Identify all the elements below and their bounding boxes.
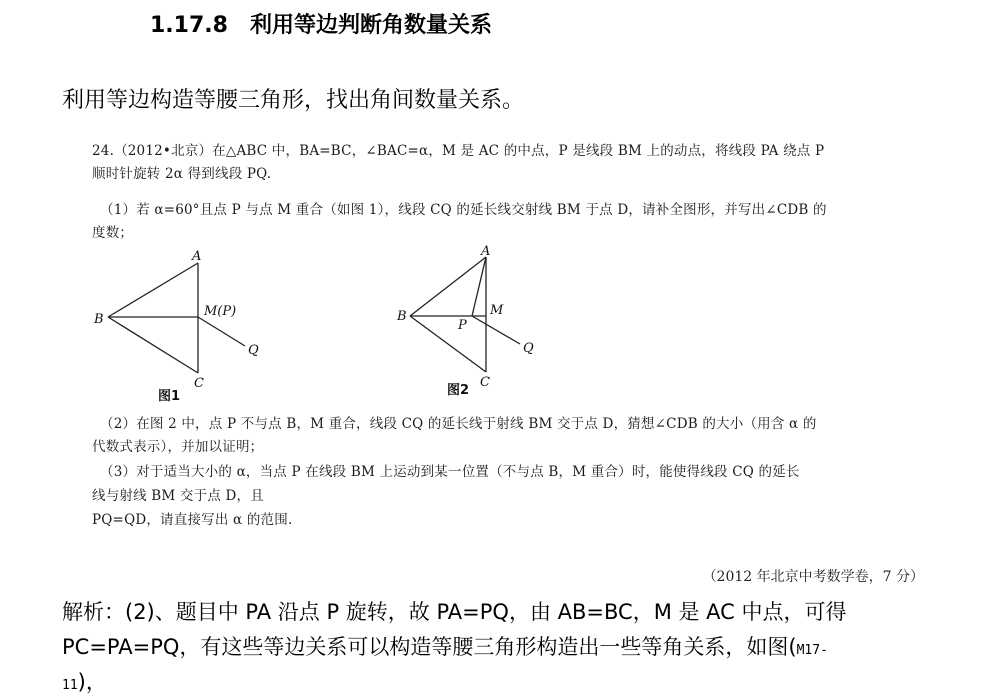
fig2-label-c: C <box>480 375 490 390</box>
fig2-caption: 图2 <box>447 383 470 398</box>
problem-figures <box>80 240 600 410</box>
problem-part3: （3）对于适当大小的 α，当点 P 在线段 BM 上运动到某一位置（不与点 B，M 重合）时，能使得线段 CQ 的延长 <box>100 464 800 480</box>
fig1-segment-mq <box>198 317 245 346</box>
fig2-label-q: Q <box>523 341 534 356</box>
fig1-segment-bc <box>108 317 198 373</box>
fig1-label-q: Q <box>248 343 259 358</box>
analysis-line-text: PC=PA=PQ，有这些等边关系可以构造等腰三角形构造出一些等角关系，如图( <box>62 635 797 659</box>
section-title: 利用等边判断角数量关系 <box>249 13 492 38</box>
fig1-label-c: C <box>194 376 204 391</box>
problem-line: 24.（2012•北京）在△ABC 中，BA=BC，∠BAC=α，M 是 AC 的中点，P 是线段 BM 上的动点，将线段 PA 绕点 P <box>92 143 825 159</box>
analysis-line <box>62 666 107 696</box>
fig1-label-a: A <box>192 249 202 264</box>
fig2-segment-pq <box>472 316 520 344</box>
problem-part3-cont: 线与射线 BM 交于点 D，且 <box>92 488 264 504</box>
problem-part3-cont: PQ=QD，请直接写出 α 的范围. <box>92 512 293 528</box>
problem-part2: （2）在图 2 中，点 P 不与点 B，M 重合，线段 CQ 的延长线于射线 BM 交于点 D，猜想∠CDB 的大小（用含 α 的 <box>100 416 817 432</box>
section-heading <box>150 8 492 39</box>
problem-source: （2012 年北京中考数学卷，7 分） <box>702 569 924 585</box>
fig2-label-m: M <box>490 303 504 318</box>
problem-part1: （1）若 α=60°且点 P 与点 M 重合（如图 1），线段 CQ 的延长线交射线 BM 于点 D，请补全图形，并写出∠CDB 的 <box>100 202 827 218</box>
analysis-line <box>62 631 828 661</box>
figure-reference: M17- <box>796 643 828 658</box>
fig1-label-mp: M(P) <box>204 304 237 319</box>
geometry-figures <box>80 240 600 410</box>
fig2-label-a: A <box>481 244 491 259</box>
problem-part1-cont: 度数； <box>92 225 134 241</box>
fig2-label-b: B <box>397 309 407 324</box>
problem-line: 顺时针旋转 2α 得到线段 PQ. <box>92 166 272 182</box>
fig2-label-p: P <box>458 318 467 333</box>
figure-reference-cont: 11 <box>62 678 78 693</box>
fig1-segment-ba <box>108 263 198 317</box>
analysis-line-end: )， <box>77 670 107 694</box>
fig1-caption: 图1 <box>158 389 181 404</box>
intro-text: 利用等边构造等腰三角形，找出角间数量关系。 <box>62 88 525 113</box>
analysis-line: 解析：(2)、题目中 PA 沿点 P 旋转，故 PA=PQ，由 AB=BC，M 是 AC 中点，可得 <box>62 600 847 624</box>
section-number: 1.17.8 <box>150 13 228 38</box>
problem-part2-cont: 代数式表示），并加以证明； <box>92 439 264 455</box>
fig2-segment-bc <box>410 316 486 372</box>
fig1-label-b: B <box>94 312 104 327</box>
